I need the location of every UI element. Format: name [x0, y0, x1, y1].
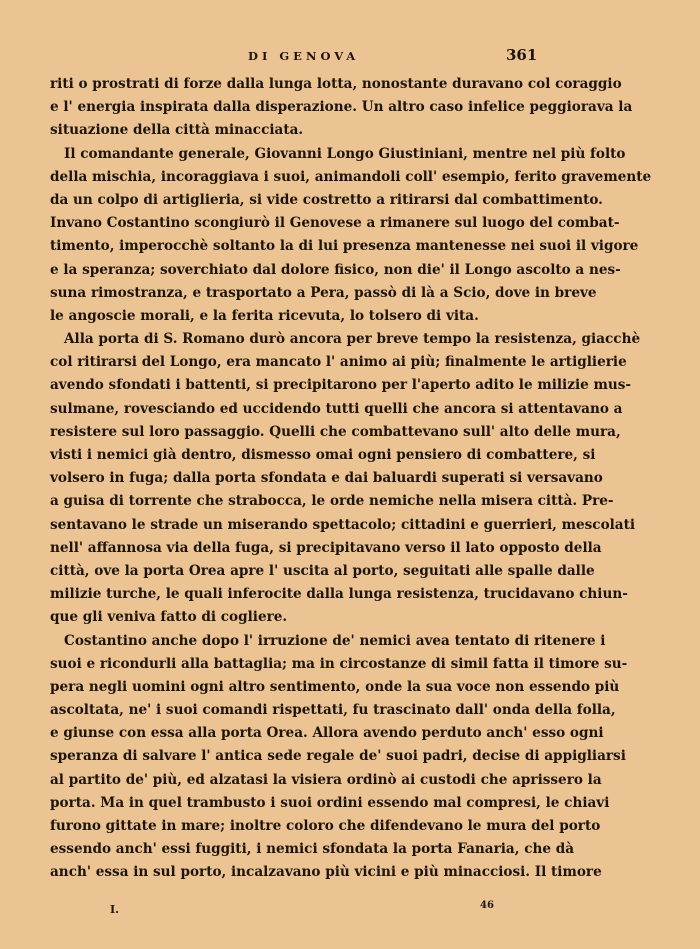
paragraph: [50, 143, 652, 329]
text-line: porta. Ma in quel trambusto i suoi ordini essendo mal compresi, le chiavi: [50, 794, 610, 811]
text-line: furono gittate in mare; inoltre coloro che difendevano le mura del porto: [50, 818, 601, 834]
text-line: speranza di salvare l' antica sede regale de' suoi padri, decise di appigliarsi: [50, 748, 626, 765]
text-line: Alla porta di S. Romano durò ancora per breve tempo la resistenza, giacchè: [64, 331, 641, 348]
text-line: suna rimostranza, e trasportato a Pera, passò di là a Scio, dove in breve: [50, 284, 597, 301]
paragraph: [50, 73, 633, 143]
text-line: a guisa di torrente che strabocca, le orde nemiche nella misera città. Pre-: [50, 493, 614, 510]
text-line: anch' essa in sul porto, incalzavano più vicini e più minacciosi. Il timore: [50, 864, 602, 881]
body-text: [50, 73, 652, 885]
text-line: sulmane, rovesciando ed uccidendo tutti quelli che ancora si attentavano a: [50, 400, 623, 417]
text-line: da un colpo di artiglieria, si vide costretto a ritirarsi dal combattimento.: [50, 191, 603, 208]
text-line: sentavano le strade un miserando spettacolo; cittadini e guerrieri, mescolati: [50, 516, 636, 533]
text-line: Il comandante generale, Giovanni Longo Giustiniani, mentre nel più folto: [64, 145, 626, 162]
text-line: e la speranza; soverchiato dal dolore fisico, non die' il Longo ascolto a nes-: [50, 261, 621, 278]
running-title: DI GENOVA: [248, 49, 360, 63]
text-line: essendo anch' essi fuggiti, i nemici sfondata la porta Fanaria, che dà: [50, 841, 575, 858]
paragraph: [50, 630, 628, 885]
text-line: e l' energia inspirata dalla disperazione. Un altro caso infelice peggiorava la: [50, 99, 633, 116]
text-line: ascoltata, ne' i suoi comandi rispettati, fu trascinato dall' onda della folla,: [50, 702, 616, 719]
text-line: volsero in fuga; dalla porta sfondata e dai baluardi superati si versavano: [50, 470, 603, 487]
text-line: nell' affannosa via della fuga, si precipitavano verso il lato opposto della: [50, 539, 602, 556]
text-line: città, ove la porta Orea apre l' uscita al porto, seguitati alle spalle dalle: [50, 562, 595, 579]
page-number: 361: [506, 46, 538, 64]
text-line: avendo sfondati i battenti, si precipitarono per l'aperto adito le milizie mus-: [50, 377, 632, 394]
signature-mark: I.: [110, 903, 119, 916]
text-line: que gli veniva fatto di cogliere.: [50, 609, 288, 626]
text-line: al partito de' più, ed alzatasi la visiera ordinò ai custodi che aprissero la: [50, 771, 602, 788]
text-line: milizie turche, le quali inferocite dalla lunga resistenza, trucidavano chiun-: [50, 586, 628, 603]
text-line: della mischia, incoraggiava i suoi, animandoli coll' esempio, ferito gravemente: [50, 168, 652, 185]
text-line: Costantino anche dopo l' irruzione de' nemici avea tentato di ritenere i: [64, 632, 606, 649]
text-line: e giunse con essa alla porta Orea. Allora avendo perduto anch' esso ogni: [50, 725, 604, 742]
text-line: le angoscie morali, e la ferita ricevuta, lo tolsero di vita.: [50, 307, 479, 324]
text-line: pera negli uomini ogni altro sentimento, onde la sua voce non essendo più: [50, 678, 620, 695]
paragraph: [50, 328, 641, 629]
text-line: visti i nemici già dentro, dismesso omai ogni pensiero di combattere, si: [50, 447, 596, 463]
text-line: riti o prostrati di forze dalla lunga lotta, nonostante duravano col coraggio: [50, 76, 622, 92]
text-line: timento, imperocchè soltanto la di lui presenza mantenesse nei suoi il vigore: [50, 238, 639, 255]
sheet-number: 46: [480, 900, 494, 911]
text-line: col ritirarsi del Longo, era mancato l' animo ai più; finalmente le artiglierie: [50, 354, 627, 371]
text-line: suoi e ricondurli alla battaglia; ma in circostanze di simil fatta il timore su-: [50, 655, 628, 672]
text-line: situazione della città minacciata.: [50, 122, 304, 139]
text-line: resistere sul loro passaggio. Quelli che combattevano sull' alto delle mura,: [50, 423, 621, 440]
text-line: Invano Costantino scongiurò il Genovese a rimanere sul luogo del combat-: [50, 215, 620, 232]
